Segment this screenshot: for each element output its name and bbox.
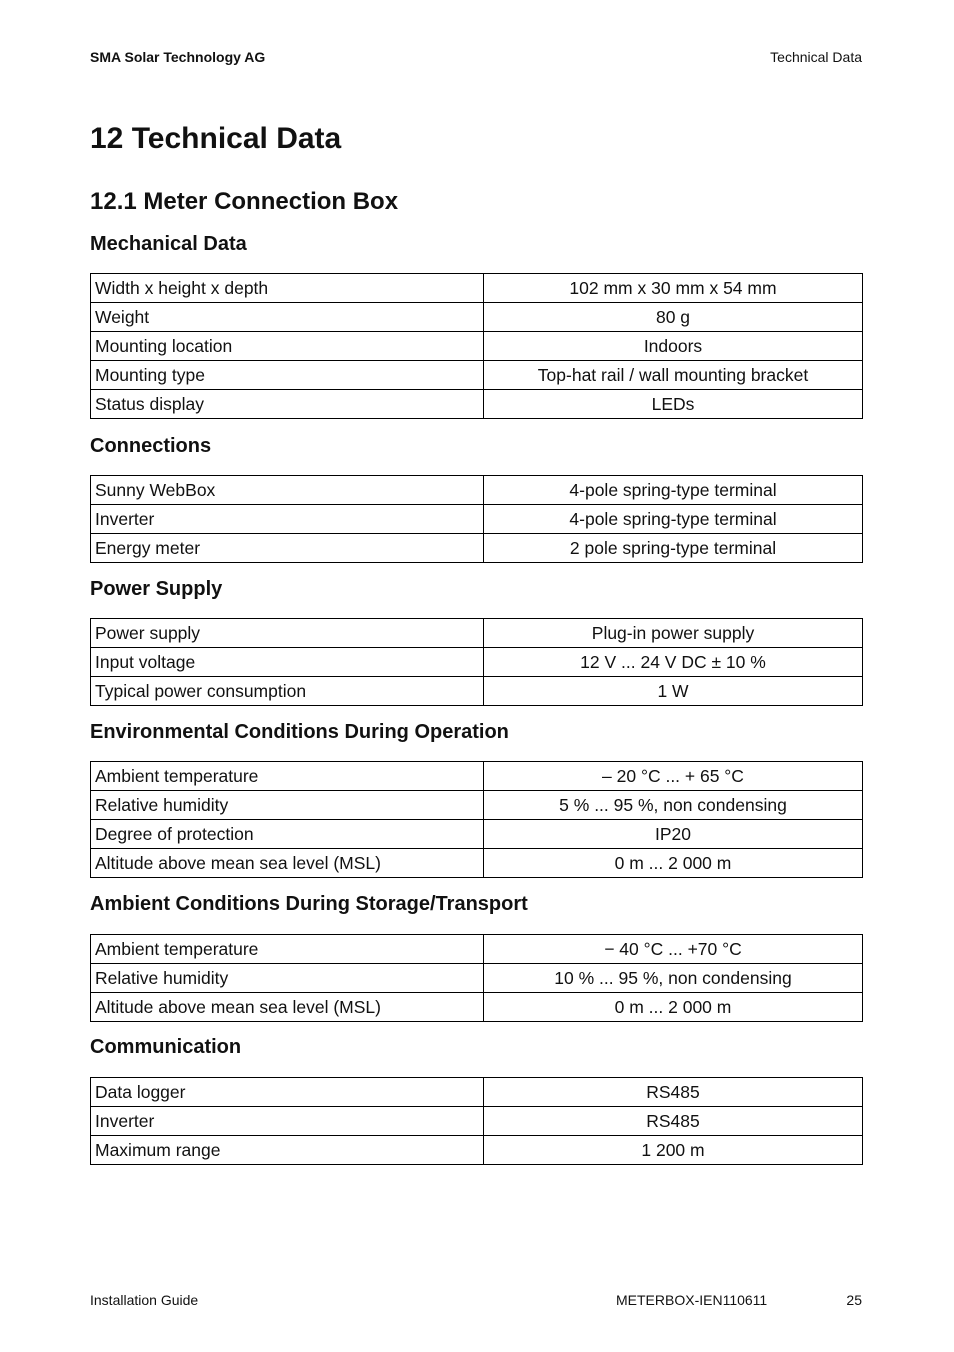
- footer-guide: Installation Guide: [90, 1292, 199, 1308]
- table-row: [91, 849, 863, 878]
- spec-value: 5 % ... 95 %, non condensing: [484, 791, 863, 820]
- spec-value: RS485: [484, 1107, 863, 1136]
- table-row: [91, 303, 863, 332]
- table-row: [91, 361, 863, 390]
- spec-value: 0 m ... 2 000 m: [484, 849, 863, 878]
- spec-key: Data logger: [91, 1078, 484, 1107]
- spec-value: Plug-in power supply: [484, 619, 863, 648]
- table-row: [91, 274, 863, 303]
- spec-key: Power supply: [91, 619, 484, 648]
- table-row: [91, 820, 863, 849]
- table-connections: [90, 475, 863, 563]
- spec-value: − 40 °C ... +70 °C: [484, 935, 863, 964]
- table-row: [91, 619, 863, 648]
- spec-value: 1 200 m: [484, 1136, 863, 1165]
- table-storage-conditions: [90, 934, 863, 1022]
- table-row: [91, 1107, 863, 1136]
- spec-value: 12 V ... 24 V DC ± 10 %: [484, 648, 863, 677]
- subhead-mechanical-data: Mechanical Data: [90, 233, 247, 255]
- spec-key: Weight: [91, 303, 484, 332]
- footer-doc-id: METERBOX-IEN110611: [616, 1292, 768, 1308]
- table-row: [91, 1078, 863, 1107]
- table-row: [91, 390, 863, 419]
- spec-key: Ambient temperature: [91, 762, 484, 791]
- spec-key: Mounting type: [91, 361, 484, 390]
- spec-key: Altitude above mean sea level (MSL): [91, 849, 484, 878]
- table-environmental-conditions: [90, 761, 863, 878]
- spec-key: Relative humidity: [91, 964, 484, 993]
- spec-value: RS485: [484, 1078, 863, 1107]
- table-communication: [90, 1077, 863, 1165]
- table-row: [91, 648, 863, 677]
- spec-value: 2 pole spring-type terminal: [484, 534, 863, 563]
- footer-page-number: 25: [846, 1292, 862, 1308]
- spec-value: 1 W: [484, 677, 863, 706]
- table-row: [91, 993, 863, 1022]
- spec-key: Typical power consumption: [91, 677, 484, 706]
- subhead-environmental-conditions: Environmental Conditions During Operation: [90, 721, 509, 743]
- spec-key: Inverter: [91, 1107, 484, 1136]
- spec-key: Input voltage: [91, 648, 484, 677]
- spec-key: Inverter: [91, 505, 484, 534]
- table-power-supply: [90, 618, 863, 706]
- spec-key: Mounting location: [91, 332, 484, 361]
- spec-value: 4-pole spring-type terminal: [484, 505, 863, 534]
- table-row: [91, 1136, 863, 1165]
- spec-key: Relative humidity: [91, 791, 484, 820]
- table-row: [91, 505, 863, 534]
- table-row: [91, 332, 863, 361]
- table-mechanical-data: [90, 273, 863, 419]
- section-title: 12.1 Meter Connection Box: [90, 188, 399, 215]
- spec-key: Sunny WebBox: [91, 476, 484, 505]
- spec-value: 0 m ... 2 000 m: [484, 993, 863, 1022]
- header-company: SMA Solar Technology AG: [90, 49, 266, 65]
- spec-key: Altitude above mean sea level (MSL): [91, 993, 484, 1022]
- spec-value: Top-hat rail / wall mounting bracket: [484, 361, 863, 390]
- spec-value: – 20 °C ... + 65 °C: [484, 762, 863, 791]
- spec-key: Energy meter: [91, 534, 484, 563]
- table-row: [91, 534, 863, 563]
- spec-key: Degree of protection: [91, 820, 484, 849]
- spec-key: Status display: [91, 390, 484, 419]
- chapter-title: 12 Technical Data: [90, 122, 342, 155]
- table-row: [91, 964, 863, 993]
- header-chapter-ref: Technical Data: [770, 49, 862, 65]
- spec-key: Maximum range: [91, 1136, 484, 1165]
- table-row: [91, 791, 863, 820]
- table-row: [91, 677, 863, 706]
- spec-value: LEDs: [484, 390, 863, 419]
- subhead-communication: Communication: [90, 1036, 242, 1058]
- spec-value: Indoors: [484, 332, 863, 361]
- spec-value: 4-pole spring-type terminal: [484, 476, 863, 505]
- subhead-connections: Connections: [90, 435, 212, 457]
- table-row: [91, 476, 863, 505]
- spec-key: Ambient temperature: [91, 935, 484, 964]
- spec-value: IP20: [484, 820, 863, 849]
- subhead-storage-conditions: Ambient Conditions During Storage/Transport: [90, 893, 528, 915]
- table-row: [91, 935, 863, 964]
- table-row: [91, 762, 863, 791]
- subhead-power-supply: Power Supply: [90, 578, 223, 600]
- spec-value: 102 mm x 30 mm x 54 mm: [484, 274, 863, 303]
- spec-key: Width x height x depth: [91, 274, 484, 303]
- spec-value: 80 g: [484, 303, 863, 332]
- spec-value: 10 % ... 95 %, non condensing: [484, 964, 863, 993]
